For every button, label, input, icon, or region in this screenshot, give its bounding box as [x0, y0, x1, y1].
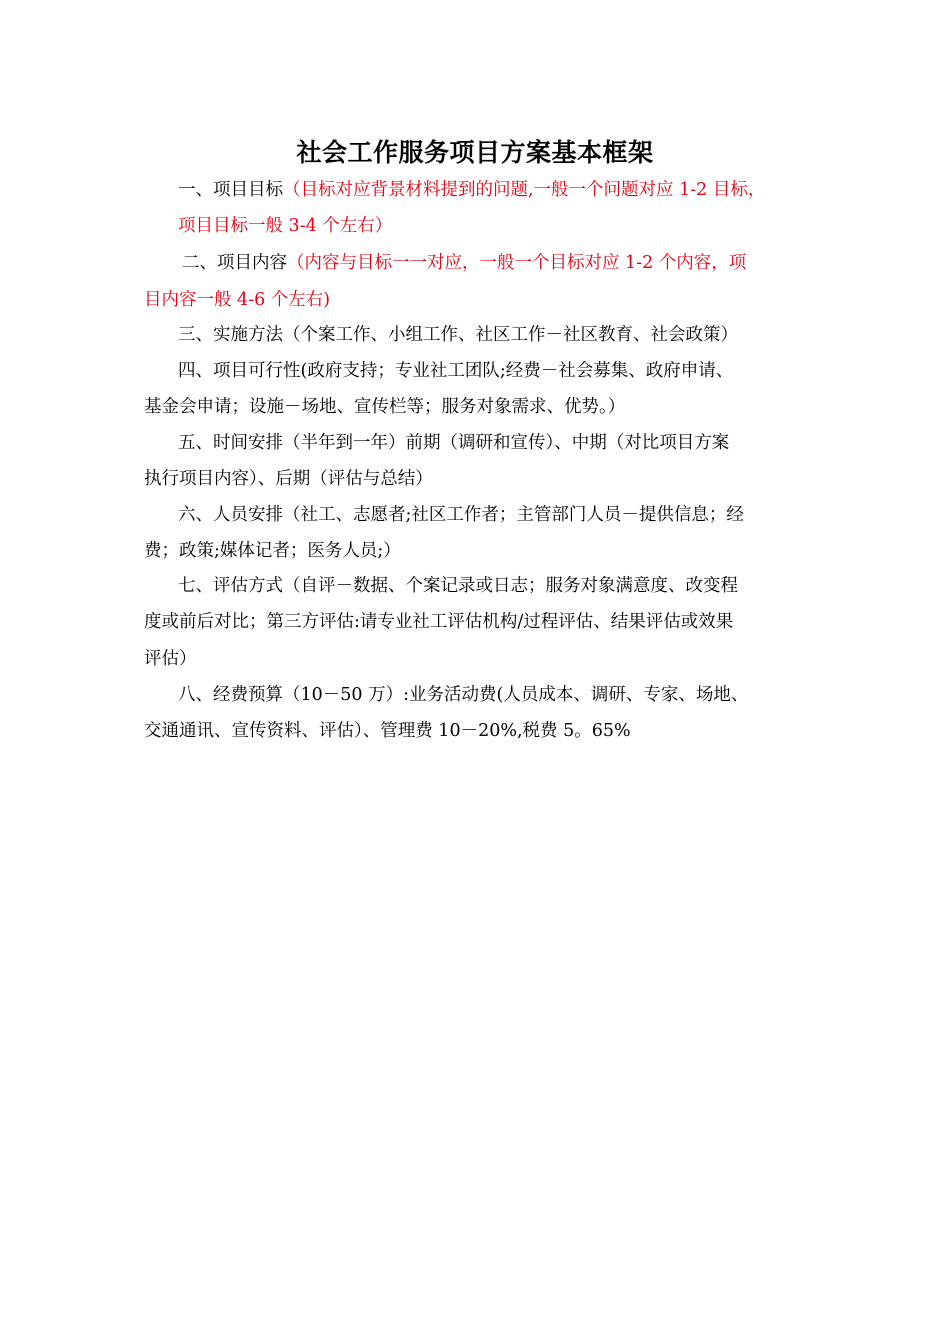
section-line: 评估） — [144, 649, 197, 669]
section-note: （内容与目标一一对应，一般一个目标对应 1-2 个内容，项 — [287, 253, 747, 273]
section-note: （目标对应背景材料提到的问题,一般一个问题对应 1-2 目标， — [283, 180, 766, 200]
section-line — [182, 249, 746, 274]
section-line: 四、项目可行性(政府支持；专业社工团队;经费－社会募集、政府申请、 — [178, 361, 734, 381]
section-line: 基金会申请；设施－场地、宣传栏等；服务对象需求、优势。） — [144, 397, 626, 417]
section-line: 六、人员安排（社工、志愿者;社区工作者；主管部门人员－提供信息；经 — [178, 505, 744, 525]
section-line: 费；政策;媒体记者；医务人员;） — [144, 541, 401, 561]
section-note: 项目目标一般 3-4 个左右） — [178, 216, 393, 236]
section-line: 执行项目内容）、后期（评估与总结） — [144, 469, 433, 489]
section-line: 八、经费预算（10－50 万）:业务活动费(人员成本、调研、专家、场地、 — [178, 685, 749, 705]
section-line: 交通通讯、宣传资料、评估）、管理费 10－20%,税费 5。65% — [144, 721, 631, 741]
page-title: 社会工作服务项目方案基本框架 — [296, 138, 654, 167]
section-line: 七、评估方式（自评－数据、个案记录或日志；服务对象满意度、改变程 — [178, 576, 738, 596]
section-line: 度或前后对比；第三方评估:请专业社工评估机构/过程评估、结果评估或效果 — [144, 612, 734, 632]
section-line: 五、时间安排（半年到一年）前期（调研和宣传）、中期（对比项目方案 — [178, 433, 730, 453]
section-note: 目内容一般 4-6 个左右) — [144, 290, 331, 310]
section-line: 三、实施方法（个案工作、小组工作、社区工作－社区教育、社会政策） — [178, 325, 738, 345]
section-heading: 二、项目内容 — [182, 253, 287, 273]
section-line — [178, 176, 765, 201]
section-heading: 一、项目目标 — [178, 180, 283, 200]
